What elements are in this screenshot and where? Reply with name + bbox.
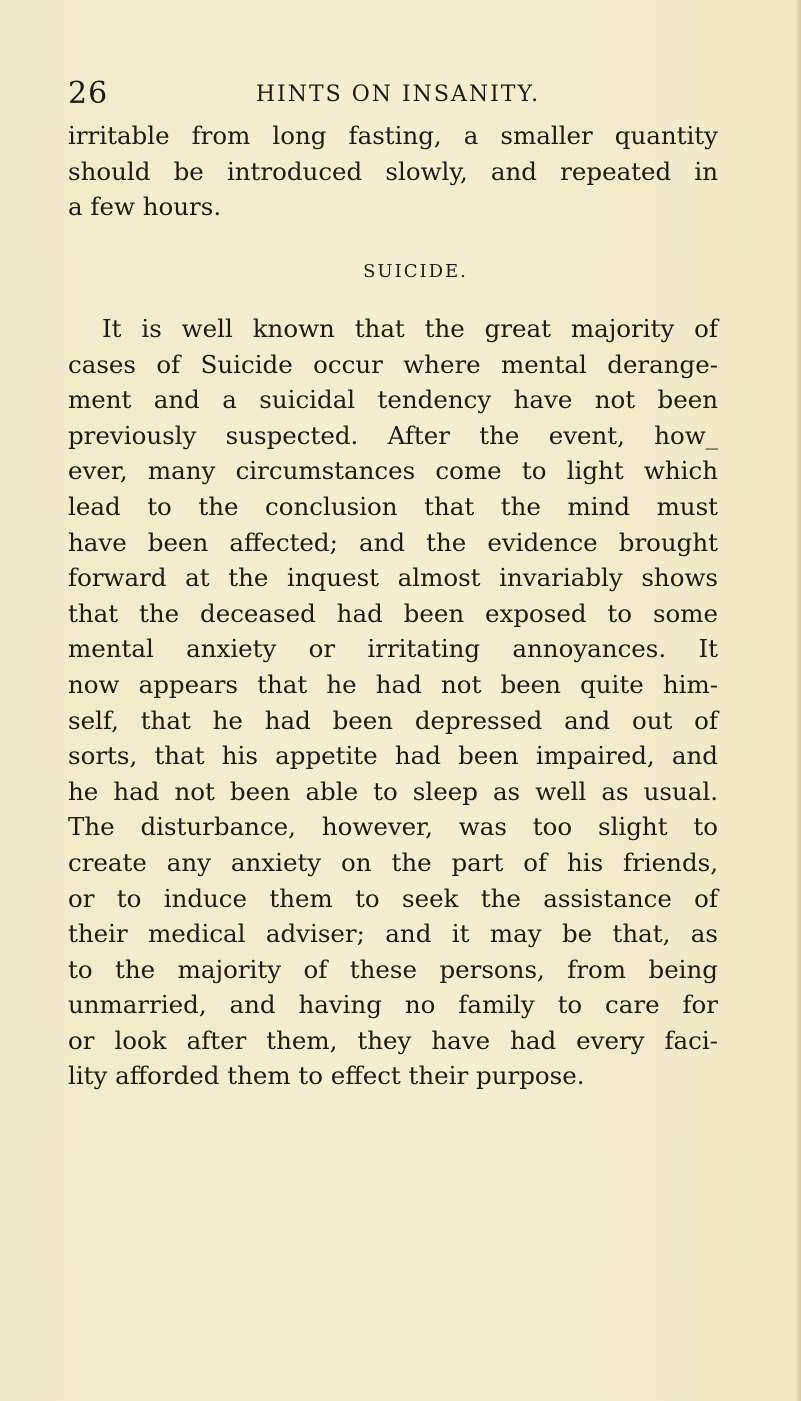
text-line: should be introduced slowly, and repeated in — [68, 156, 718, 186]
page-edge-shadow — [795, 0, 801, 1401]
text-line: create any anxiety on the part of his friends, — [68, 847, 718, 877]
text-line: have been affected; and the evidence brought — [68, 527, 718, 557]
running-title: HINTS ON INSANITY. — [255, 82, 541, 107]
text-line: he had not been able to sleep as well as usual. — [68, 776, 718, 806]
page-number: 26 — [68, 76, 109, 111]
text-line: cases of Suicide occur where mental derange- — [68, 349, 718, 379]
text-line: that the deceased had been exposed to some — [68, 598, 718, 628]
text-line: self, that he had been depressed and out of — [68, 705, 718, 735]
text-line: The disturbance, however, was too slight to — [68, 812, 718, 842]
text-line: their medical adviser; and it may be that, as — [68, 919, 718, 949]
paragraph-continuation — [68, 118, 718, 225]
text-line: lity afforded them to effect their purpose. — [68, 1061, 585, 1091]
text-line: a few hours. — [68, 192, 222, 222]
text-line: now appears that he had not been quite him- — [68, 669, 718, 699]
text-line: forward at the inquest almost invariably shows — [68, 563, 718, 593]
text-line: to the majority of these persons, from being — [68, 954, 718, 984]
text-line: or to induce them to seek the assistance of — [68, 883, 718, 913]
text-line: previously suspected. After the event, how_ — [68, 420, 718, 450]
text-line: sorts, that his appetite had been impaired, and — [68, 741, 718, 771]
paragraph-suicide — [68, 311, 718, 1094]
text-line: mental anxiety or irritating annoyances. It — [68, 634, 718, 664]
text-line: It is well known that the great majority of — [102, 314, 718, 343]
text-line: ment and a suicidal tendency have not been — [68, 385, 718, 415]
text-line: or look after them, they have had every faci- — [68, 1025, 718, 1055]
text-line: irritable from long fasting, a smaller quantity — [68, 121, 718, 150]
running-head — [68, 74, 728, 114]
text-line: ever, many circumstances come to light which — [68, 456, 718, 486]
text-line: lead to the conclusion that the mind must — [68, 491, 718, 521]
section-heading: SUICIDE. — [363, 261, 468, 282]
text-line: unmarried, and having no family to care for — [68, 990, 718, 1020]
